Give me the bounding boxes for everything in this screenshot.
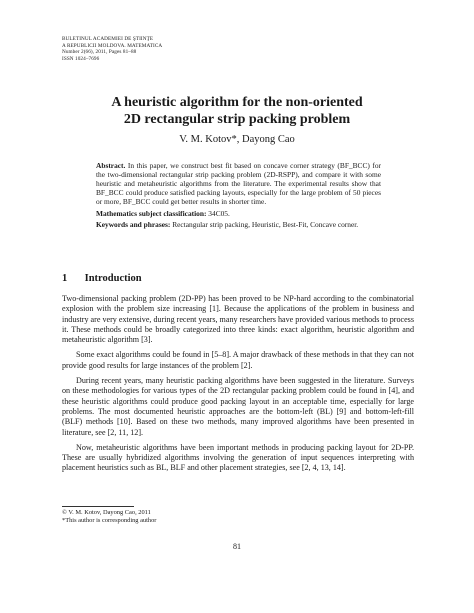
section-heading [62, 273, 142, 284]
abstract-block [96, 162, 381, 233]
body-text [62, 294, 414, 479]
journal-line: BULETINUL ACADEMIEI DE ŞTIINŢE [62, 36, 154, 42]
paragraph-4: Now, metaheuristic algorithms have been important methods in producing packing layout for 2D-PP. These are usually hybridized algorithms involving the generation of input sequences interpreting with placement heuristics such as BL, BLF and other placement strategies, see [2, 4, 13, 14]. [62, 442, 414, 473]
journal-line: ISSN 1024–7696 [62, 55, 100, 62]
corresponding-note: *This author is corresponding author [62, 516, 157, 524]
keywords-line [96, 221, 381, 230]
journal-line: A REPUBLICII MOLDOVA. MATEMATICA [62, 42, 163, 49]
copyright-note: © V. M. Kotov, Dayong Cao, 2011 [62, 509, 151, 516]
footnotes [62, 509, 156, 525]
abstract-text: In this paper, we construct best fit based on concave corner strategy (BF_BCC) for the two-dimensional rectangular strip packing problem (2D-RSPP), and compare it with some heuristic and metaheuristic algorithms from the literature. The experimental results show that BF_BCC could produce satisfied packing layouts, especially for the large problem of 50 pieces or more, BF_BCC could get better results in shorter time. [96, 161, 381, 206]
keywords-value: Rectangular strip packing, Heuristic, Best-Fit, Concave corner. [172, 220, 359, 230]
abstract-label: Abstract. [96, 161, 126, 170]
msc-value: 34C05. [208, 208, 230, 218]
paper-title [0, 95, 474, 128]
keywords-label: Keywords and phrases: [96, 220, 171, 230]
section-title: Introduction [84, 273, 142, 284]
paragraph-2: Some exact algorithms could be found in [5–8]. A major drawback of these methods in that they can not provide good results for large instances of the problem [2]. [62, 350, 414, 370]
abstract-paragraph [96, 162, 381, 207]
journal-line: Number 2(66), 2011, Pages 81–88 [62, 49, 137, 56]
paragraph-1: Two-dimensional packing problem (2D-PP) has been proved to be NP-hard according to the combinatorial explosion with the problem size increasing [1]. Because the applications of the problem in business and industry are very extensive, during recent years, many researchers have provided various methods to process it. These methods could be broadly categorized into three kinds: exact algorithm, heuristic algorithm and metaheuristic algorithm [3]. [62, 294, 414, 345]
section-number: 1 [62, 273, 68, 284]
title-line: 2D rectangular strip packing problem [123, 111, 351, 127]
page-number: 81 [233, 542, 241, 551]
paragraph-3: During recent years, many heuristic packing algorithms have been suggested in the literature. Surveys on these methodologies for various types of the 2D rectangular packing problem could be found in [4], and these heuristic algorithms could produce good packing layout in an acceptable time, especially for large problems. The most documented heuristic approaches are the bottom-left (BL) [9] and bottom-left-fill (BLF) methods [10]. Based on these two methods, many improved algorithms have been presented in literature, see [2, 11, 12]. [62, 376, 414, 437]
msc-line [96, 210, 381, 219]
msc-label: Mathematics subject classification: [96, 208, 207, 218]
footnote-rule [62, 506, 134, 507]
authors: V. M. Kotov*, Dayong Cao [179, 134, 295, 145]
title-line: A heuristic algorithm for the non-oriented [111, 95, 363, 110]
journal-header [62, 36, 162, 62]
